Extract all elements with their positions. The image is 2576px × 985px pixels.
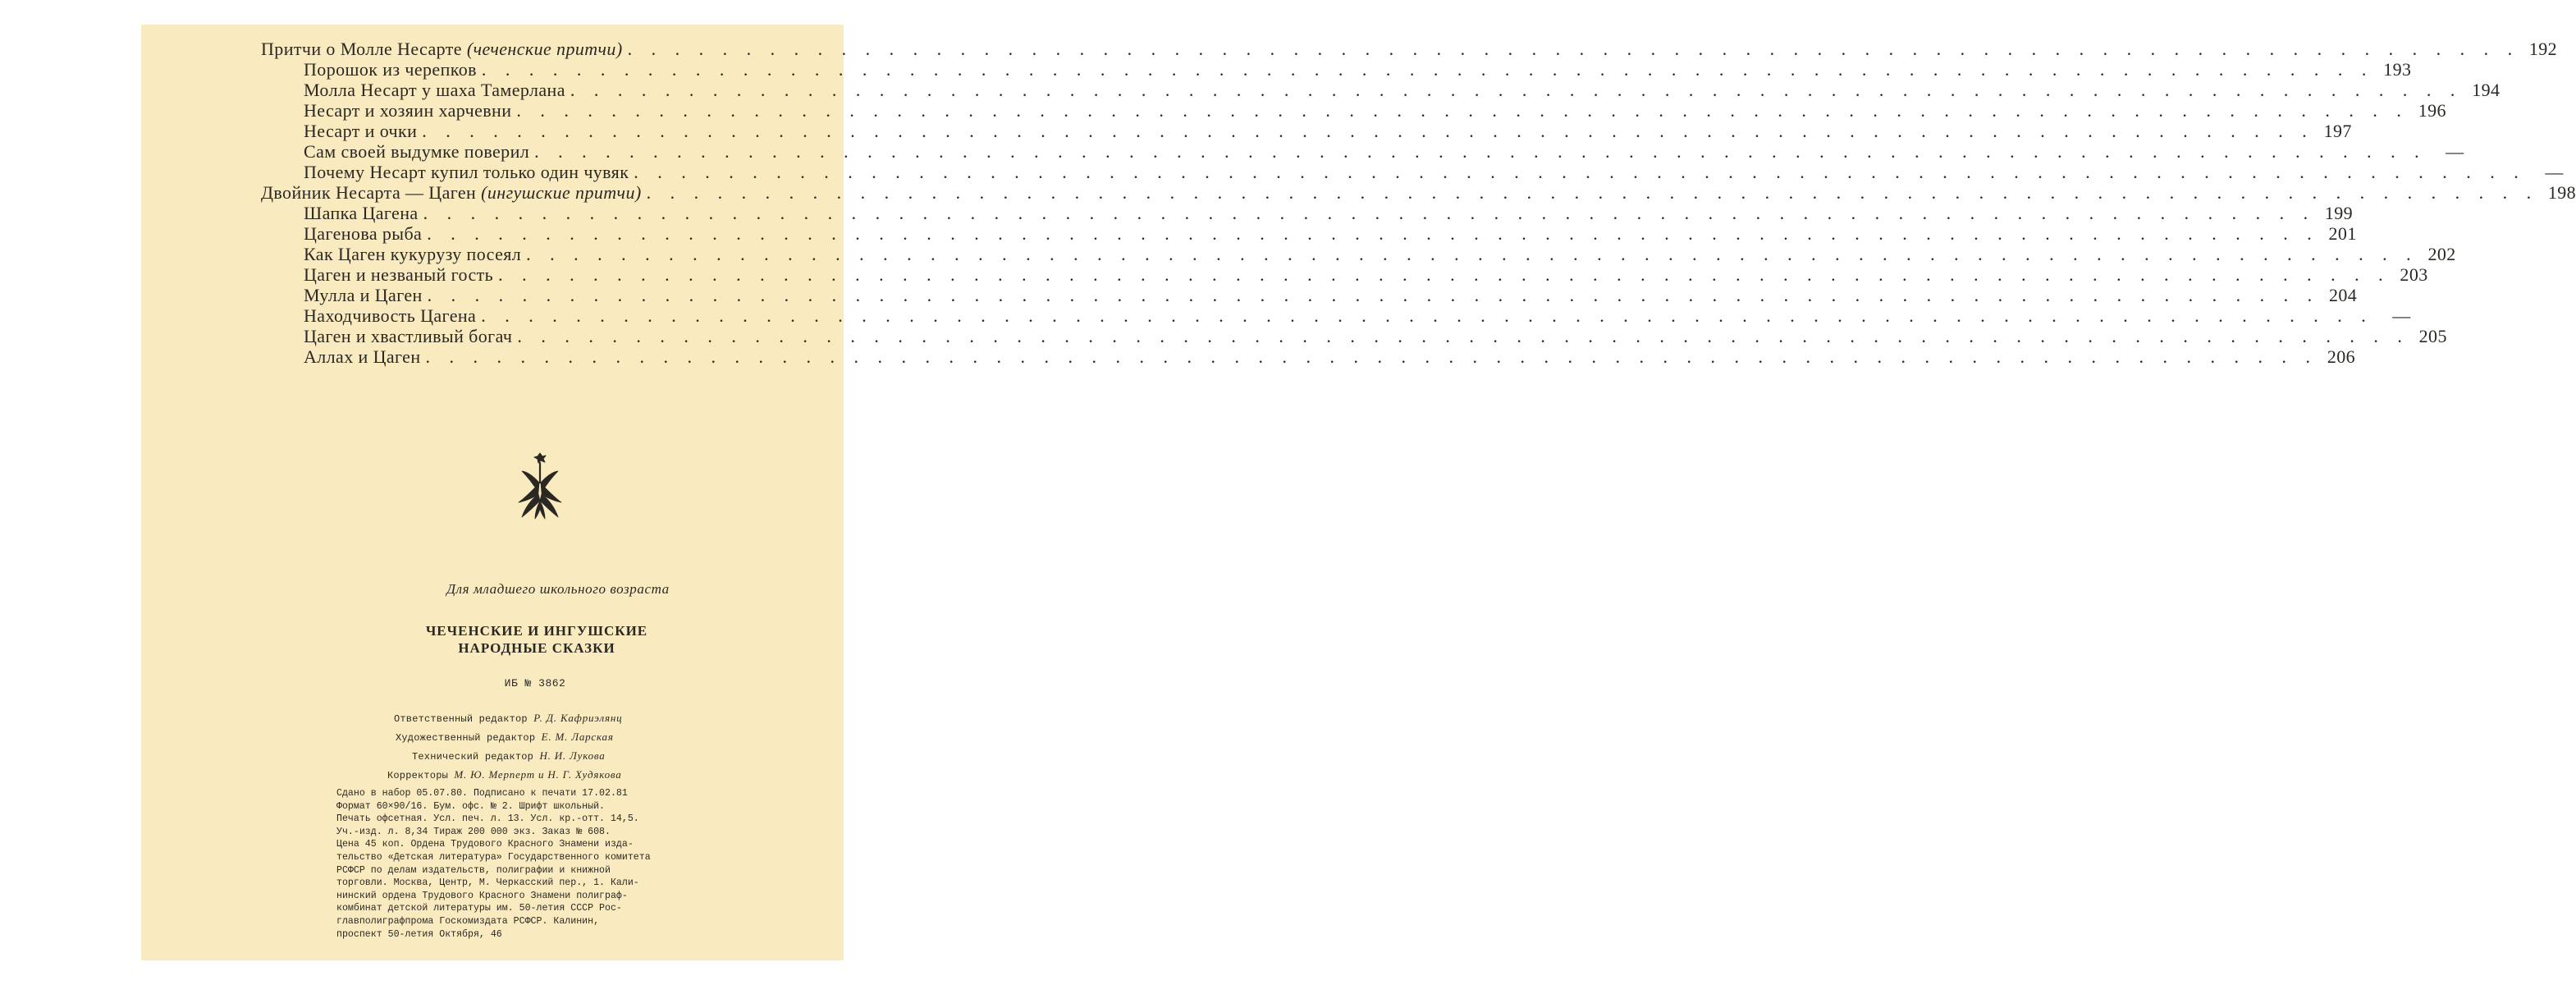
book-page (141, 25, 2576, 960)
book-title (141, 622, 932, 657)
age-recommendation: Для младшего школьного возраста (446, 581, 670, 597)
toc-entry-title: Несарт и очки (304, 121, 418, 141)
toc-entry (261, 100, 2446, 121)
toc-leader-dots: . . . . . . . . . . . . . . . . . . . . . . . . . . . . . . . . . . . . . . . . . . . . . . . . . . . . . . . . . . . . . . . . . . . . . . . . . . . . . . . . (534, 141, 2427, 162)
toc-entry-title: Шапка Цагена (304, 203, 419, 223)
toc-page-number: 197 (2323, 121, 2352, 141)
printing-line: Уч.-изд. л. 8,34 Тираж 200 000 экз. Заказ № 608. (336, 826, 611, 837)
toc-entry-title: Как Цаген кукурузу посеял (304, 244, 522, 264)
book-title-line: НАРОДНЫЕ СКАЗКИ (458, 640, 615, 656)
toc-entry-title: Цагенова рыба (304, 223, 423, 244)
toc-entry-title: Несарт и хозяин харчевни (304, 100, 512, 121)
toc-entry-title: Молла Несарт у шаха Тамерлана (304, 80, 565, 100)
toc-entry-title: Мулла и Цаген (304, 285, 423, 305)
toc-leader-dots: . . . . . . . . . . . . . . . . . . . . . . . . . . . . . . . . . . . . . . . . . . . . . . . . . . . . . . . . . . . . . . . . . . . . . . . . . . . . . . . . (481, 59, 2374, 80)
toc-leader-dots: . . . . . . . . . . . . . . . . . . . . . . . . . . . . . . . . . . . . . . . . . . . . . . . . . . . . . . . . . . . . . . . . . . . . . . . . . . . . . . . . (516, 100, 2409, 121)
toc-entry-title: Находчивость Цагена (304, 305, 477, 326)
credit-line: Ответственный редактор Р. Д. Кафриэлянц (394, 712, 623, 725)
toc-leader-dots: . . . . . . . . . . . . . . . . . . . . . . . . . . . . . . . . . . . . . . . . . . . . . . . . . . . . . . . . . . . . . . . . . . . . . . . . . . . . . . . . (627, 39, 2520, 59)
toc-entry (261, 223, 2357, 244)
credit-line: Корректоры М. Ю. Мерперт и Н. Г. Худякова (387, 768, 622, 781)
toc-entry (261, 141, 2464, 162)
printing-line: Формат 60×90/16. Бум. офс. № 2. Шрифт школьный. (336, 800, 605, 812)
book-title-line: ЧЕЧЕНСКИЕ И ИНГУШСКИЕ (425, 623, 648, 639)
toc-entry (261, 39, 2558, 59)
toc-entry (261, 203, 2354, 223)
toc-entry (261, 59, 2412, 80)
toc-page-number: — (2446, 141, 2464, 162)
toc-page-number: 198 (2547, 182, 2576, 203)
toc-page-number: 199 (2324, 203, 2354, 223)
toc-entry-title: Сам своей выдумке поверил (304, 141, 530, 162)
toc-page-number: 193 (2383, 59, 2412, 80)
printing-line: Цена 45 коп. Ордена Трудового Красного Знамени изда- (336, 839, 634, 850)
toc-leader-dots: . . . . . . . . . . . . . . . . . . . . . . . . . . . . . . . . . . . . . . . . . . . . . . . . . . . . . . . . . . . . . . . . . . . . . . . . . . . . . . . . (634, 162, 2526, 182)
printing-line: РСФСР по делам издательств, полиграфии и книжной (336, 864, 611, 876)
toc-page-number: 205 (2418, 326, 2447, 346)
toc-entry (261, 264, 2428, 285)
credit-line: Технический редактор Н. И. Лукова (412, 749, 606, 763)
credit-line: Художественный редактор Е. М. Ларская (396, 731, 614, 744)
printing-line: тельство «Детская литература» Государственного комитета (336, 851, 651, 863)
toc-leader-dots: . . . . . . . . . . . . . . . . . . . . . . . . . . . . . . . . . . . . . . . . . . . . . . . . . . . . . . . . . . . . . . . . . . . . . . . . . . . . . . . . (422, 121, 2314, 141)
toc-page-number: 196 (2418, 100, 2446, 121)
toc-leader-dots: . . . . . . . . . . . . . . . . . . . . . . . . . . . . . . . . . . . . . . . . . . . . . . . . . . . . . . . . . . . . . . . . . . . . . . . . . . . . . . . . (570, 80, 2463, 100)
printing-line: комбинат детской литературы им. 50-летия СССР Рос- (336, 903, 622, 914)
printing-line: нинский ордена Трудового Красного Знамени полиграф- (336, 890, 628, 901)
toc-leader-dots: . . . . . . . . . . . . . . . . . . . . . . . . . . . . . . . . . . . . . . . . . . . . . . . . . . . . . . . . . . . . . . . . . . . . . . . . . . . . . . . . (427, 285, 2320, 305)
toc-page-number: 204 (2328, 285, 2358, 305)
toc-entry (261, 162, 2564, 182)
toc-entry-title: Двойник Несарта — Цаген (ингушские притчи) (261, 182, 642, 203)
printing-line: проспект 50-летия Октября, 46 (336, 928, 502, 940)
toc-page-number: 194 (2472, 80, 2501, 100)
toc-entry-title: Притчи о Молле Несарте (чеченские притчи) (261, 39, 623, 59)
toc-leader-dots: . . . . . . . . . . . . . . . . . . . . . . . . . . . . . . . . . . . . . . . . . . . . . . . . . . . . . . . . . . . . . . . . . . . . . . . . . . . . . . . . (517, 326, 2409, 346)
toc-leader-dots: . . . . . . . . . . . . . . . . . . . . . . . . . . . . . . . . . . . . . . . . . . . . . . . . . . . . . . . . . . . . . . . . . . . . . . . . . . . . . . . . (481, 305, 2373, 326)
toc-leader-dots: . . . . . . . . . . . . . . . . . . . . . . . . . . . . . . . . . . . . . . . . . . . . . . . . . . . . . . . . . . . . . . . . . . . . . . . . . . . . . . . . (526, 244, 2418, 264)
printing-details (336, 787, 732, 941)
toc-entry (261, 244, 2456, 264)
editorial-credits (387, 709, 699, 785)
toc-entry-title: Цаген и незваный гость (304, 264, 494, 285)
printing-line: Сдано в набор 05.07.80. Подписано к печати 17.02.81 (336, 788, 628, 799)
toc-page-number: 201 (2328, 223, 2357, 244)
toc-leader-dots: . . . . . . . . . . . . . . . . . . . . . . . . . . . . . . . . . . . . . . . . . . . . . . . . . . . . . . . . . . . . . . . . . . . . . . . . . . . . . . . . (646, 182, 2539, 203)
plant-ornament-icon (517, 450, 563, 520)
toc-page-number: 202 (2427, 244, 2456, 264)
toc-entry-title: Аллах и Цаген (304, 346, 421, 367)
toc-entry (261, 121, 2352, 141)
toc-leader-dots: . . . . . . . . . . . . . . . . . . . . . . . . . . . . . . . . . . . . . . . . . . . . . . . . . . . . . . . . . . . . . . . . . . . . . . . . . . . . . . . . (423, 203, 2316, 223)
toc-leader-dots: . . . . . . . . . . . . . . . . . . . . . . . . . . . . . . . . . . . . . . . . . . . . . . . . . . . . . . . . . . . . . . . . . . . . . . . . . . . . . . . . (498, 264, 2391, 285)
toc-entry (261, 305, 2411, 326)
toc-page-number: — (2392, 305, 2411, 326)
toc-entry (261, 346, 2356, 367)
toc-entry (261, 285, 2358, 305)
table-of-contents (261, 39, 2576, 367)
toc-leader-dots: . . . . . . . . . . . . . . . . . . . . . . . . . . . . . . . . . . . . . . . . . . . . . . . . . . . . . . . . . . . . . . . . . . . . . . . . . . . . . . . . (425, 346, 2318, 367)
printing-line: Печать офсетная. Усл. печ. л. 13. Усл. кр.-отт. 14,5. (336, 813, 639, 825)
toc-page-number: — (2545, 162, 2564, 182)
toc-entry (261, 80, 2501, 100)
toc-entry-title: Цаген и хвастливый богач (304, 326, 513, 346)
toc-entry-title: Порошок из черепков (304, 59, 477, 80)
toc-page-number: 192 (2528, 39, 2558, 59)
toc-entry (261, 182, 2576, 203)
printing-line: торговли. Москва, Центр, М. Черкасский пер., 1. Кали- (336, 877, 639, 889)
toc-page-number: 206 (2327, 346, 2356, 367)
printing-line: главполиграфпрома Госкомиздата РСФСР. Калинин, (336, 915, 600, 927)
ib-number: ИБ № 3862 (504, 677, 566, 690)
toc-leader-dots: . . . . . . . . . . . . . . . . . . . . . . . . . . . . . . . . . . . . . . . . . . . . . . . . . . . . . . . . . . . . . . . . . . . . . . . . . . . . . . . . (427, 223, 2319, 244)
toc-page-number: 203 (2400, 264, 2428, 285)
toc-entry (261, 326, 2447, 346)
toc-entry-title: Почему Несарт купил только один чувяк (304, 162, 629, 182)
